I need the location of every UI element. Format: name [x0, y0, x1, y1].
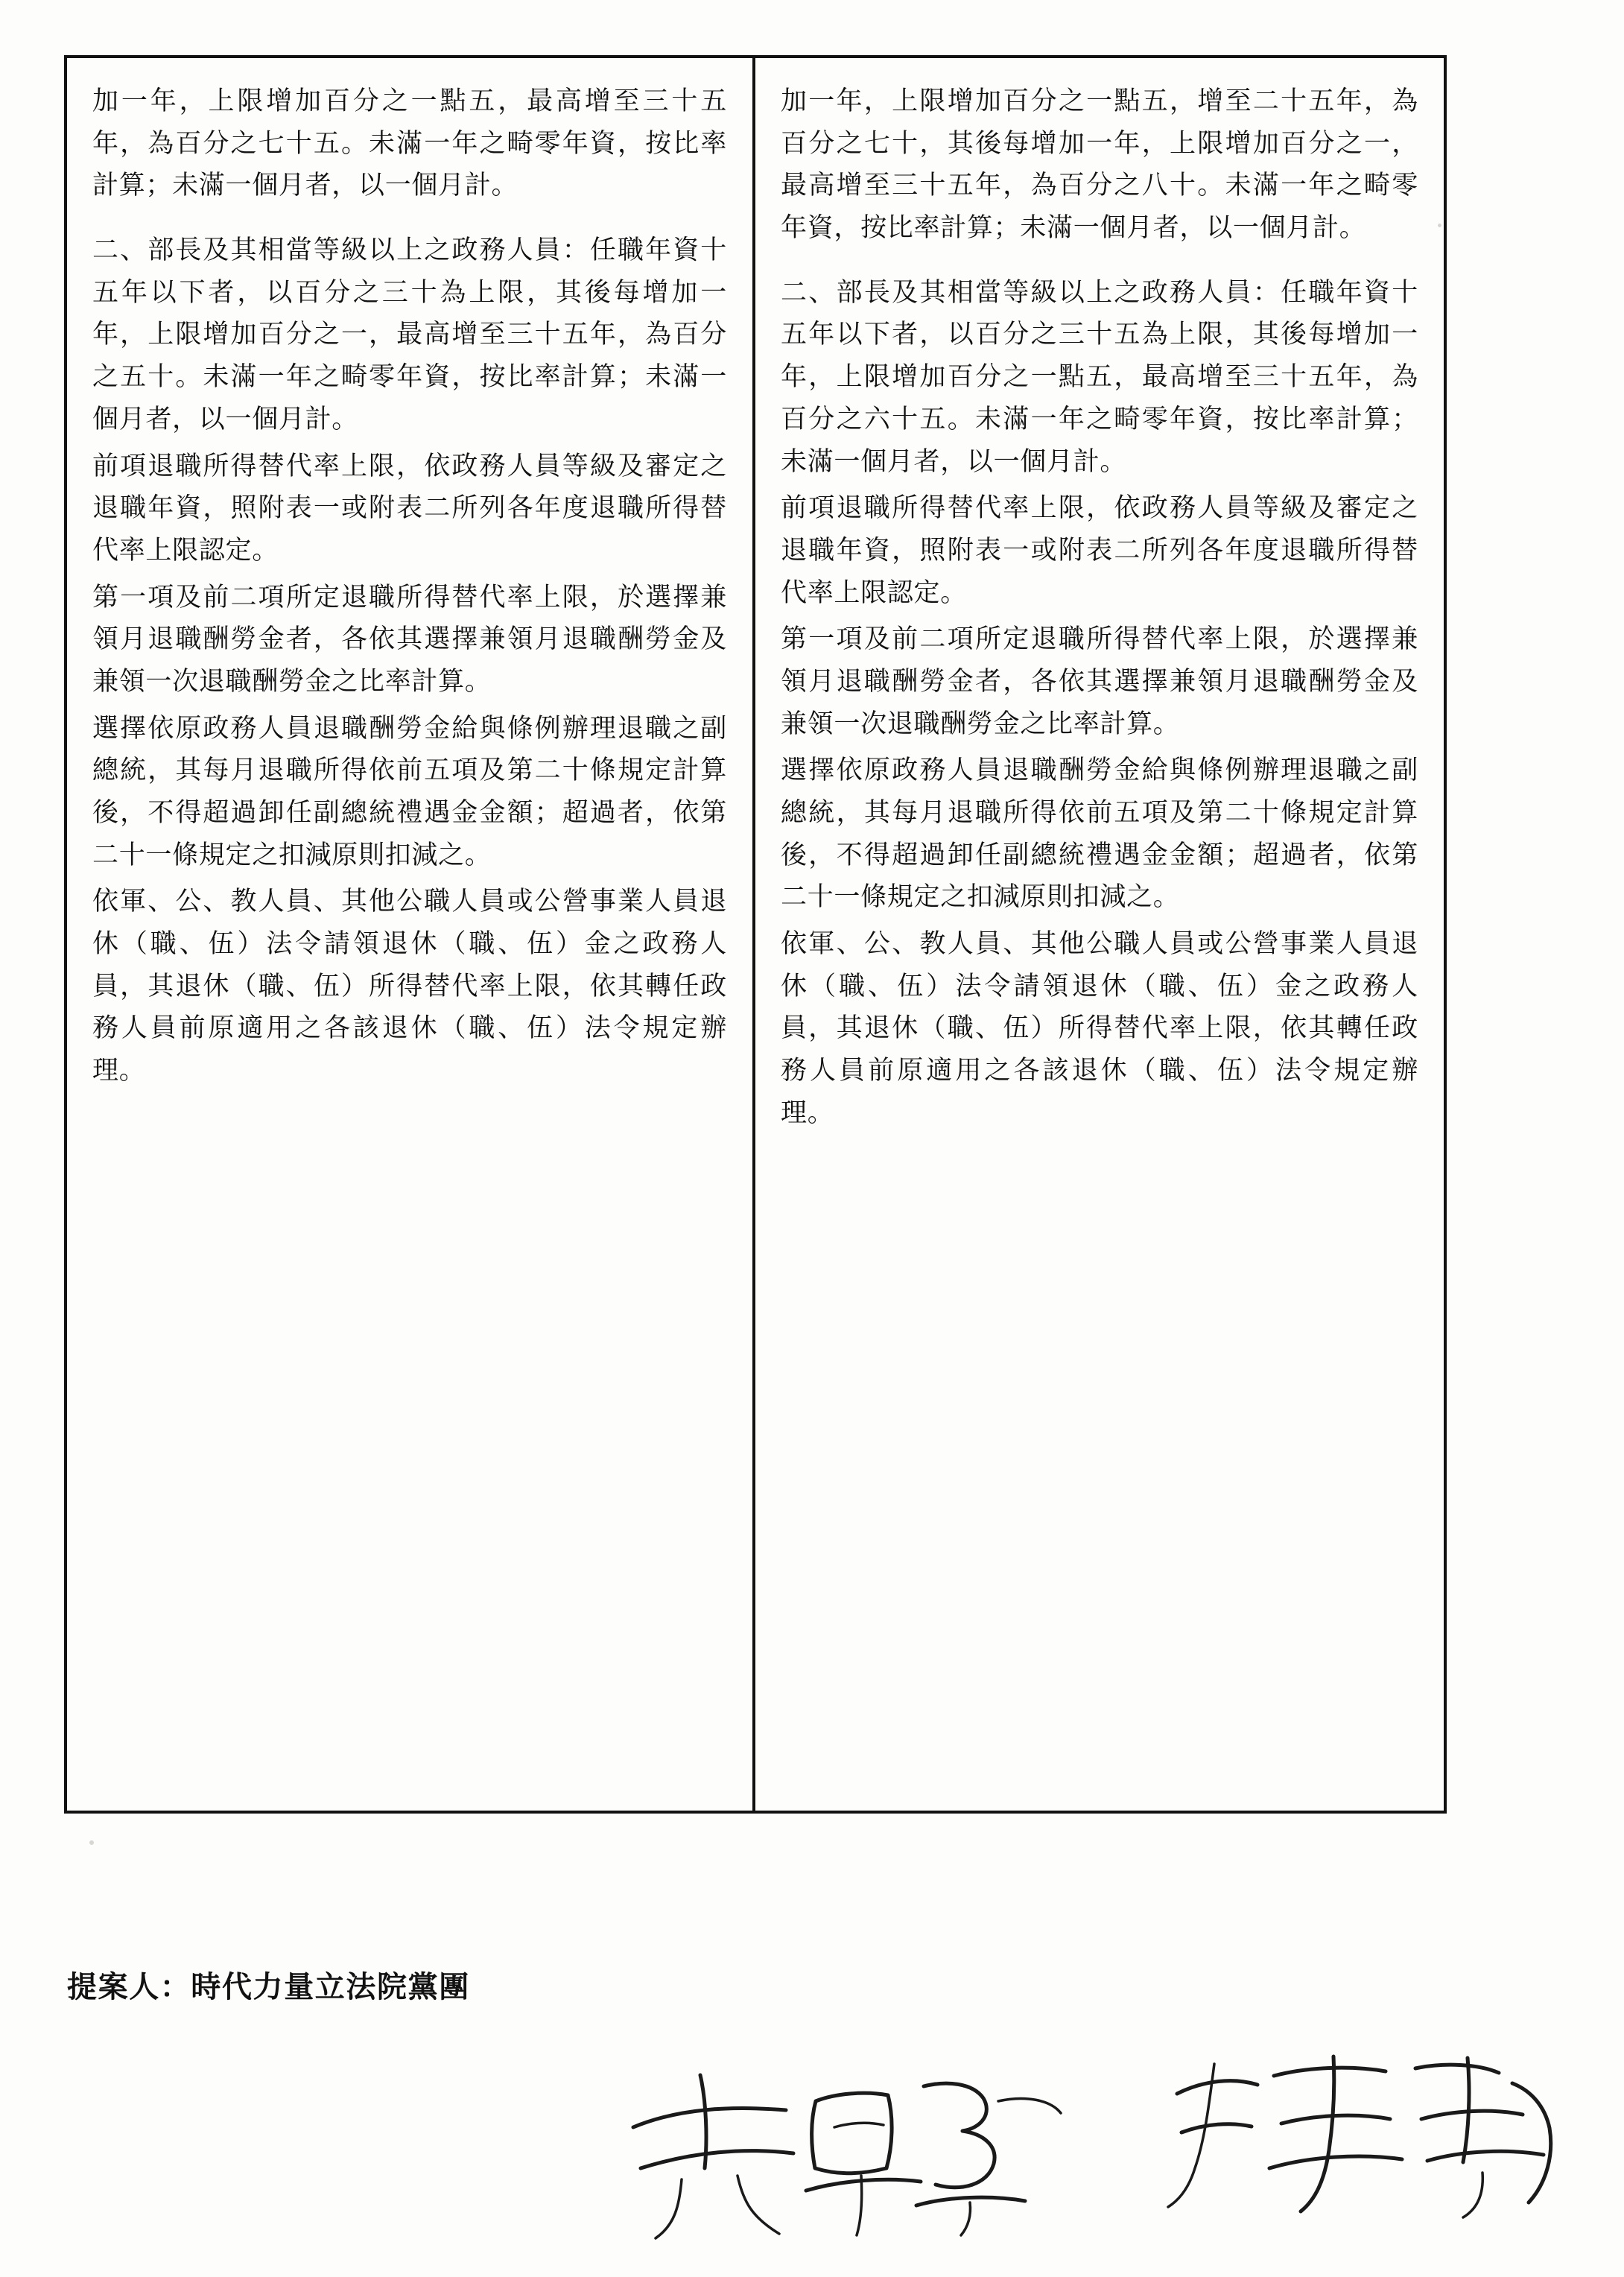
proposer-line: 提案人：時代力量立法院黨團 — [67, 1970, 470, 2004]
paragraph: 依軍、公、教人員、其他公職人員或公營事業人員退休（職、伍）法令請領退休（職、伍）金之政務人員，其退休（職、伍）所得替代率上限，依其轉任政務人員前原適用之各該退休（職、伍）法令規定辦理。 — [92, 887, 727, 1086]
scan-speckle — [1438, 224, 1441, 227]
paragraph: 加一年，上限增加百分之一點五，增至二十五年，為百分之七十，其後每增加一年，上限增加百分之一，最高增至三十五年，為百分之八十。未滿一年之畸零年資，按比率計算；未滿一個月者，以一個月計。 — [781, 86, 1418, 244]
paragraph: 前項退職所得替代率上限，依政務人員等級及審定之退職年資，照附表一或附表二所列各年度退職所得替代率上限認定。 — [92, 451, 727, 566]
paragraph: 二、部長及其相當等級以上之政務人員：任職年資十五年以下者，以百分之三十為上限，其後每增加一年，上限增加百分之一，最高增至三十五年，為百分之五十。未滿一年之畸零年資，按比率計算；未滿一個月者，以一個月計。 — [92, 235, 727, 434]
paragraph: 第一項及前二項所定退職所得替代率上限，於選擇兼領月退職酬勞金者，各依其選擇兼領月退職酬勞金及兼領一次退職酬勞金之比率計算。 — [781, 624, 1418, 739]
paragraph: 選擇依原政務人員退職酬勞金給與條例辦理退職之副總統，其每月退職所得依前五項及第二十條規定計算後，不得超過卸任副總統禮遇金金額；超過者，依第二十一條規定之扣減原則扣減之。 — [781, 756, 1418, 913]
paragraph: 依軍、公、教人員、其他公職人員或公營事業人員退休（職、伍）法令請領退休（職、伍）金之政務人員，其退休（職、伍）所得替代率上限，依其轉任政務人員前原適用之各該退休（職、伍）法令規定辦理。 — [781, 929, 1418, 1128]
table-column-left — [67, 58, 755, 1811]
paragraph: 二、部長及其相當等級以上之政務人員：任職年資十五年以下者，以百分之三十五為上限，其後每增加一年，上限增加百分之一點五，最高增至三十五年，為百分之六十五。未滿一年之畸零年資，按比率計算；未滿一個月者，以一個月計。 — [781, 277, 1418, 477]
paragraph: 加一年，上限增加百分之一點五，最高增至三十五年，為百分之七十五。未滿一年之畸零年資，按比率計算；未滿一個月者，以一個月計。 — [92, 86, 727, 201]
scan-speckle — [89, 1840, 94, 1845]
paragraph: 第一項及前二項所定退職所得替代率上限，於選擇兼領月退職酬勞金者，各依其選擇兼領月退職酬勞金及兼領一次退職酬勞金之比率計算。 — [92, 582, 727, 697]
comparison-table — [64, 55, 1447, 1814]
signature-2 — [1162, 2042, 1564, 2228]
paragraph: 選擇依原政務人員退職酬勞金給與條例辦理退職之副總統，其每月退職所得依前五項及第二十條規定計算後，不得超過卸任副總統禮遇金金額；超過者，依第二十一條規定之扣減原則扣減之。 — [92, 713, 727, 870]
table-column-right — [755, 58, 1444, 1811]
paragraph: 前項退職所得替代率上限，依政務人員等級及審定之退職年資，照附表一或附表二所列各年度退職所得替代率上限認定。 — [781, 493, 1418, 608]
signature-1 — [611, 2056, 1073, 2250]
